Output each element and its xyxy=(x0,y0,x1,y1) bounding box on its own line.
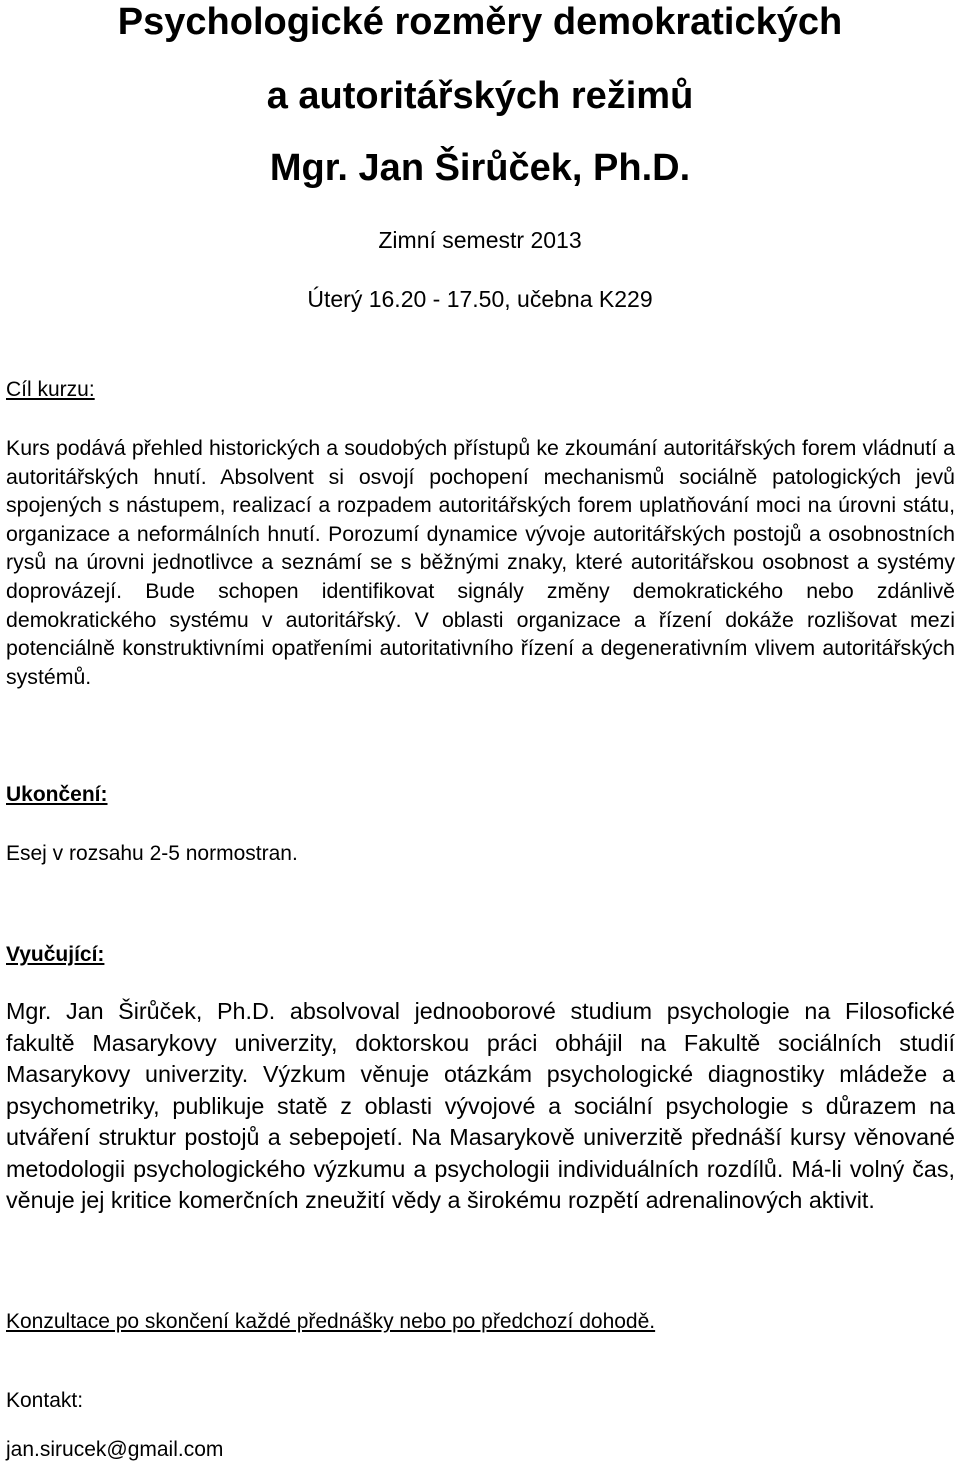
completion-heading: Ukončení: xyxy=(6,783,108,806)
course-title-line-2: a autoritářských režimů xyxy=(266,75,694,117)
goal-heading: Cíl kurzu: xyxy=(6,378,95,401)
completion-text: Esej v rozsahu 2-5 normostran. xyxy=(6,842,298,865)
course-title-line-1: Psychologické rozměry demokratických xyxy=(117,1,843,43)
contact-label: Kontakt: xyxy=(6,1389,84,1412)
contact-email[interactable]: jan.sirucek@gmail.com xyxy=(6,1438,224,1461)
teacher-heading: Vyučující: xyxy=(6,943,105,966)
course-semester: Zimní semestr 2013 xyxy=(378,227,582,253)
teacher-paragraph: Mgr. Jan Širůček, Ph.D. absolvoval jednooborové studium psychologie na Filosofické fakultě Masarykovy univerzity, doktorskou práci obhájil na Fakultě sociálních studií Masarykovy univerzity. Výzkum věnuje otázkám psychologické diagnostiky mládeže a psychometriky, publikuje statě z oblasti vývojové a sociální psychologie s důrazem na utváření struktur postojů a sebepojetí. Na Masarykově univerzitě přednáší kursy věnované metodologii psychologického výzkumu a psychologii individuálních rozdílů. Má-li volný čas, věnuje jej kritice komerčních zneužití vědy a širokému rozpětí adrenalinových aktivit. xyxy=(6,998,955,1213)
consultation-note: Konzultace po skončení každé přednášky nebo po předchozí dohodě. xyxy=(6,1310,656,1333)
course-author: Mgr. Jan Širůček, Ph.D. xyxy=(269,147,691,189)
goal-paragraph: Kurs podává přehled historických a soudobých přístupů ke zkoumání autoritářských forem vládnutí a autoritářských hnutí. Absolvent si osvojí pochopení mechanismů sociálně patologických jevů spojených s nástupem, realizací a rozpadem autoritářských forem uplatňování moci na úrovni státu, organizace a neformálních hnutí. Porozumí dynamice vývoje autoritářských postojů a osobnostních rysů na úrovni jednotlivce a seznámí se s běžnými znaky, které autoritářskou osobnost a systémy doprovázejí. Bude schopen identifikovat signály změny demokratického nebo zdánlivě demokratického systému v autoritářský. V oblasti organizace a řízení dokáže rozlišovat mezi potenciálně konstruktivními opatřeními autoritativního řízení a degenerativním vlivem autoritářských systémů. xyxy=(6,436,955,689)
course-schedule: Úterý 16.20 - 17.50, učebna K229 xyxy=(307,286,653,312)
